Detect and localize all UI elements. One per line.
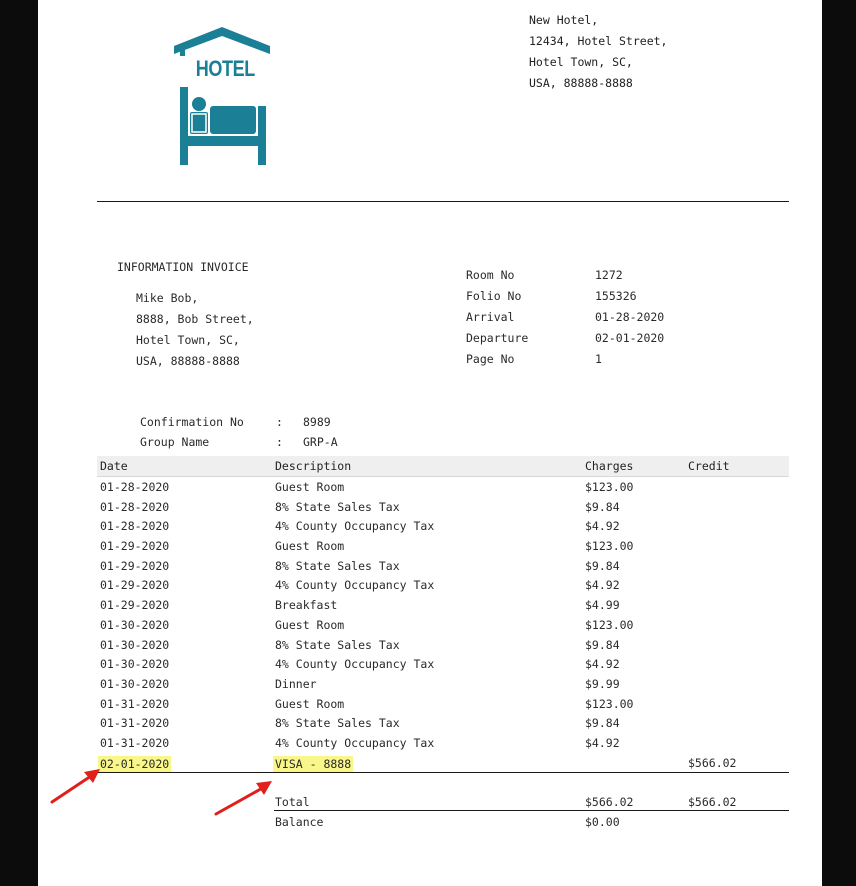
charges-table-body [97,477,789,772]
row-charges: $123.00 [585,480,634,494]
info-label: Departure [466,331,529,345]
table-row [97,575,789,595]
table-row [97,477,789,497]
info-value: 01-28-2020 [595,310,665,324]
info-value: 02-01-2020 [595,331,665,345]
table-row [97,516,789,536]
row-charges: $9.84 [585,716,620,731]
hotel-logo [172,24,272,168]
info-label: Page No [466,352,515,366]
hotel-address-line: Hotel Town, SC, [529,55,633,69]
row-description: Guest Room [275,617,345,632]
row-description: 4% County Occupancy Tax [275,578,435,593]
table-row [97,595,789,615]
row-date: 01-30-2020 [100,676,170,691]
separator: : [276,435,283,449]
hotel-building-icon [172,24,272,168]
row-date: 01-28-2020 [100,499,170,514]
guest-address-line: Mike Bob, [136,291,199,305]
total-divider [274,810,789,811]
header-date: Date [100,459,128,473]
row-date: 01-31-2020 [100,735,170,750]
group-row [140,432,338,452]
row-date: 01-29-2020 [100,578,170,593]
guest-address-line: Hotel Town, SC, [136,333,240,347]
table-row [97,733,789,753]
row-description: Dinner [275,676,317,691]
row-date: 01-30-2020 [100,617,170,632]
guest-address [136,288,254,372]
header-divider [97,201,789,202]
payment-description: VISA - 8888 [275,756,352,771]
payment-date: 02-01-2020 [100,756,170,771]
row-date: 01-30-2020 [100,657,170,672]
row-description: 8% State Sales Tax [275,637,400,652]
row-date: 01-29-2020 [100,598,170,613]
row-description: Breakfast [275,598,338,613]
table-row [97,556,789,576]
table-end-divider [97,772,789,773]
booking-details [140,412,338,452]
table-row [97,694,789,714]
row-date: 01-29-2020 [100,539,170,554]
row-charges: $4.92 [585,657,620,672]
stay-info-row [466,328,664,349]
header-charges: Charges [585,459,634,473]
table-row [97,654,789,674]
stay-info-row [466,286,664,307]
hotel-address [529,10,667,94]
balance-charges: $0.00 [585,815,620,829]
row-charges: $9.84 [585,637,620,652]
annotation-arrow-icon [212,776,276,818]
info-label: Room No [466,268,515,282]
row-description: 4% County Occupancy Tax [275,735,435,750]
hotel-address-line: USA, 88888-8888 [529,76,633,90]
row-description: 8% State Sales Tax [275,558,400,573]
row-charges: $123.00 [585,617,634,632]
row-charges: $4.92 [585,735,620,750]
row-charges: $123.00 [585,539,634,554]
stay-info-row [466,265,664,286]
row-charges: $9.84 [585,558,620,573]
row-description: 4% County Occupancy Tax [275,519,435,534]
stay-info-row [466,307,664,328]
total-credit: $566.02 [688,795,737,809]
row-description: 8% State Sales Tax [275,499,400,514]
balance-label: Balance [275,815,324,829]
row-charges: $9.84 [585,499,620,514]
logo-text: HOTEL [195,56,255,81]
balance-row [97,815,789,833]
row-description: Guest Room [275,480,345,494]
group-value: GRP-A [303,435,338,449]
row-charges: $4.92 [585,519,620,534]
stay-info [466,265,664,370]
invoice-title: INFORMATION INVOICE [117,260,249,274]
info-value: 1 [595,352,602,366]
info-value: 1272 [595,268,623,282]
row-charges: $9.99 [585,676,620,691]
confirmation-value: 8989 [303,415,331,429]
row-charges: $4.99 [585,598,620,613]
payment-credit: $566.02 [688,755,737,770]
group-label: Group Name [140,435,210,449]
total-label: Total [275,795,310,809]
table-row [97,615,789,635]
row-date: 01-31-2020 [100,716,170,731]
row-description: 4% County Occupancy Tax [275,657,435,672]
header-credit: Credit [688,459,730,473]
separator: : [276,415,283,429]
payment-row [97,753,789,773]
row-date: 01-28-2020 [100,480,170,494]
row-date: 01-29-2020 [100,558,170,573]
row-date: 01-28-2020 [100,519,170,534]
row-description: Guest Room [275,539,345,554]
info-value: 155326 [595,289,637,303]
invoice-page [38,0,822,886]
hotel-address-line: 12434, Hotel Street, [529,34,668,48]
confirmation-label: Confirmation No [140,415,244,429]
charges-table-header [97,456,789,477]
stay-info-row [466,349,664,370]
table-row [97,713,789,733]
info-label: Arrival [466,310,515,324]
annotation-arrow-icon [48,766,104,806]
header-description: Description [275,459,352,473]
row-date: 01-31-2020 [100,696,170,711]
table-row [97,635,789,655]
info-label: Folio No [466,289,522,303]
row-charges: $123.00 [585,696,634,711]
hotel-address-line: New Hotel, [529,13,599,27]
table-row [97,536,789,556]
table-row [97,497,789,517]
row-charges: $4.92 [585,578,620,593]
table-row [97,674,789,694]
row-description: 8% State Sales Tax [275,716,400,731]
guest-address-line: 8888, Bob Street, [136,312,254,326]
confirmation-row [140,412,338,432]
total-charges: $566.02 [585,795,634,809]
row-description: Guest Room [275,696,345,711]
row-date: 01-30-2020 [100,637,170,652]
guest-address-line: USA, 88888-8888 [136,354,240,368]
